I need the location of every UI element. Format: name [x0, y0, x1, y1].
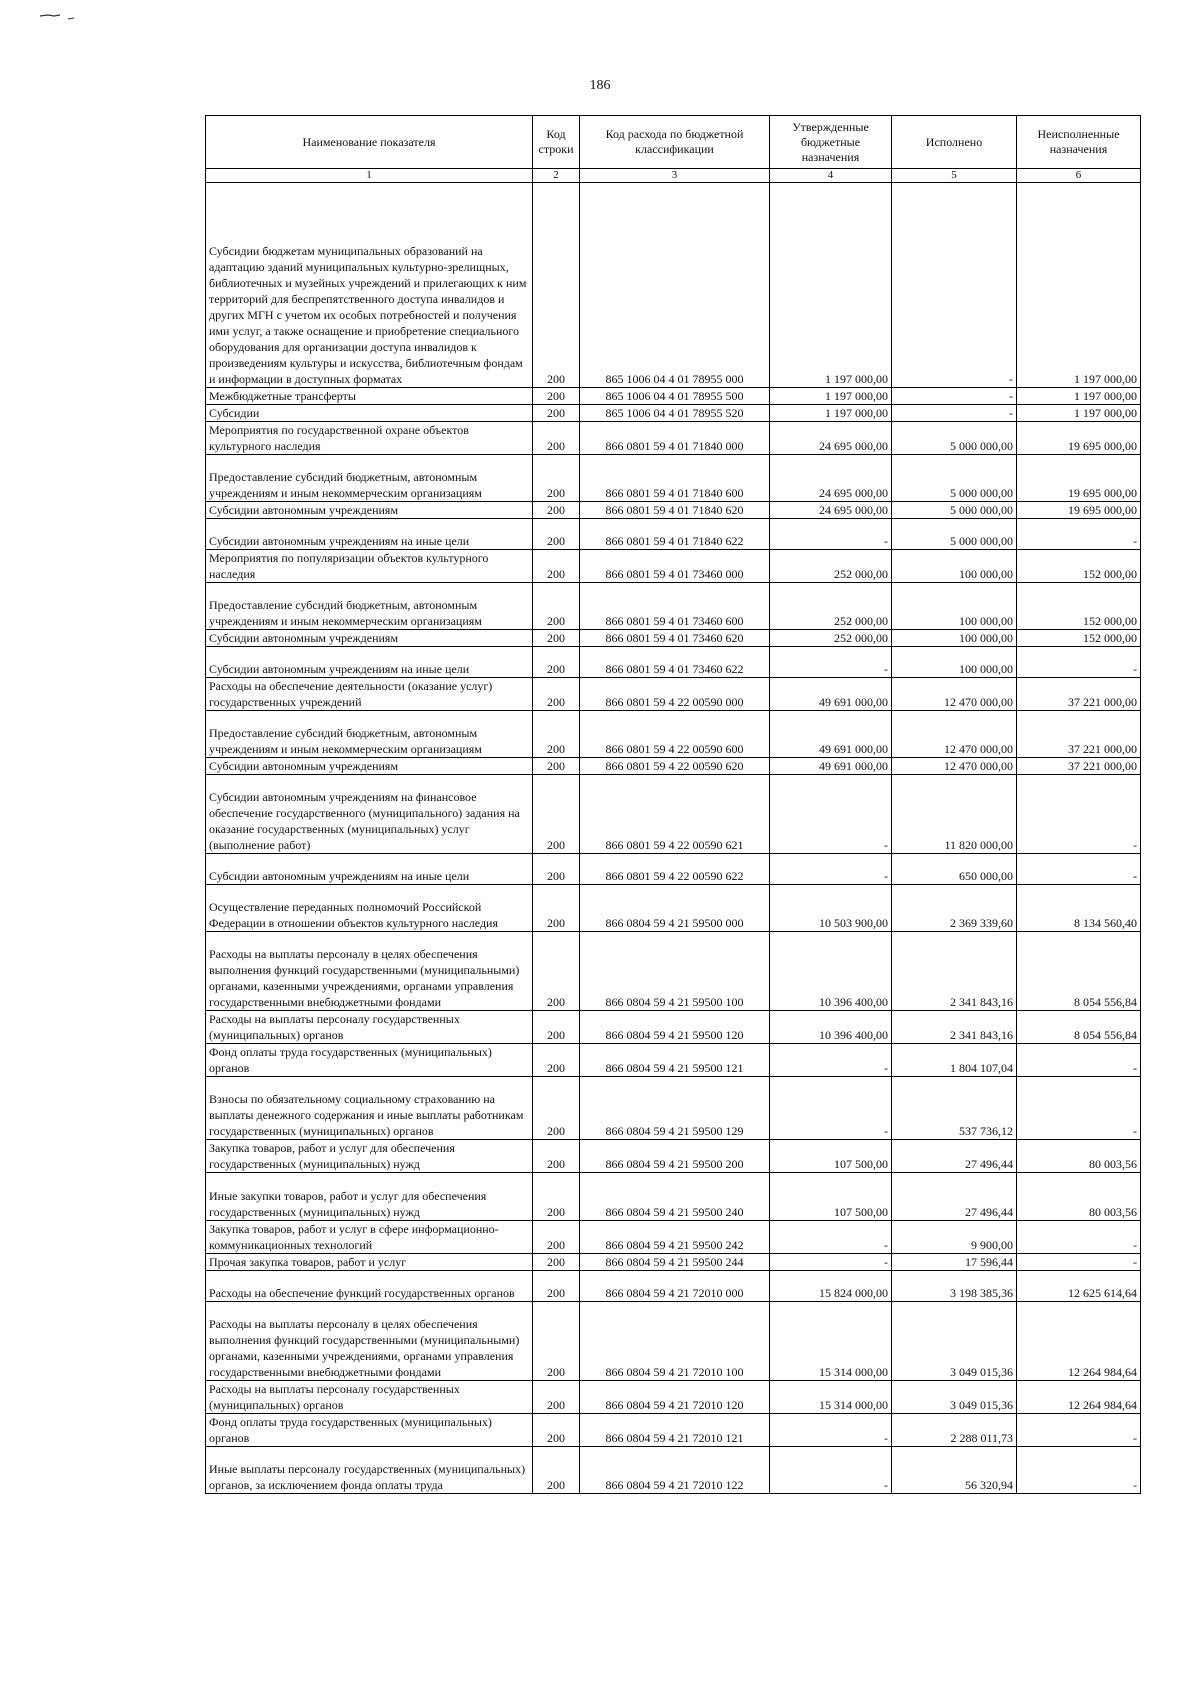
row-budget-code: 866 0804 59 4 21 72010 000 — [580, 1271, 770, 1302]
row-name: Межбюджетные трансферты — [206, 388, 533, 405]
row-approved: 10 396 400,00 — [770, 1011, 892, 1044]
row-unexecuted: - — [1017, 854, 1141, 885]
row-approved: 49 691 000,00 — [770, 758, 892, 775]
row-unexecuted: 12 264 984,64 — [1017, 1302, 1141, 1381]
page-number: 186 — [589, 78, 611, 93]
table-row — [206, 630, 1141, 647]
row-approved: 24 695 000,00 — [770, 422, 892, 455]
row-unexecuted: - — [1017, 775, 1141, 854]
row-budget-code: 866 0801 59 4 01 73460 000 — [580, 550, 770, 583]
row-budget-code: 866 0804 59 4 21 59500 121 — [580, 1044, 770, 1077]
row-line-code: 200 — [533, 519, 580, 550]
row-name: Субсидии — [206, 405, 533, 422]
row-name: Предоставление субсидий бюджетным, автономным учреждениям и иным некоммерческим организациям — [206, 583, 533, 630]
row-approved: 15 314 000,00 — [770, 1381, 892, 1414]
budget-execution-table — [205, 115, 1141, 1494]
row-executed: 2 369 339,60 — [892, 885, 1017, 932]
row-approved: 1 197 000,00 — [770, 183, 892, 388]
row-unexecuted: 8 134 560,40 — [1017, 885, 1141, 932]
row-budget-code: 866 0804 59 4 21 59500 240 — [580, 1173, 770, 1221]
row-budget-code: 866 0801 59 4 01 71840 620 — [580, 502, 770, 519]
row-executed: 100 000,00 — [892, 583, 1017, 630]
row-executed: 9 900,00 — [892, 1221, 1017, 1254]
row-unexecuted: 8 054 556,84 — [1017, 1011, 1141, 1044]
row-executed: 537 736,12 — [892, 1077, 1017, 1140]
row-approved: - — [770, 647, 892, 678]
table-row — [206, 455, 1141, 502]
row-unexecuted: 37 221 000,00 — [1017, 758, 1141, 775]
row-unexecuted: 1 197 000,00 — [1017, 183, 1141, 388]
row-budget-code: 866 0804 59 4 21 59500 242 — [580, 1221, 770, 1254]
table-row — [206, 647, 1141, 678]
table-header-row — [206, 116, 1141, 169]
table-row — [206, 1173, 1141, 1221]
row-budget-code: 866 0801 59 4 01 73460 620 — [580, 630, 770, 647]
row-name: Фонд оплаты труда государственных (муниципальных) органов — [206, 1414, 533, 1447]
row-name: Предоставление субсидий бюджетным, автономным учреждениям и иным некоммерческим организациям — [206, 711, 533, 758]
row-budget-code: 866 0804 59 4 21 59500 000 — [580, 885, 770, 932]
row-unexecuted: 12 625 614,64 — [1017, 1271, 1141, 1302]
row-name: Иные выплаты персоналу государственных (муниципальных) органов, за исключением фонда оплаты труда — [206, 1447, 533, 1494]
header-executed: Исполнено — [892, 116, 1017, 169]
table-row — [206, 405, 1141, 422]
row-budget-code: 866 0804 59 4 21 72010 100 — [580, 1302, 770, 1381]
row-approved: 49 691 000,00 — [770, 711, 892, 758]
column-number: 6 — [1017, 169, 1141, 183]
row-budget-code: 866 0804 59 4 21 72010 121 — [580, 1414, 770, 1447]
row-name: Субсидии автономным учреждениям на финансовое обеспечение государственного (муниципального) задания на оказание государственных (муниципальных) услуг (выполнение работ) — [206, 775, 533, 854]
table-row — [206, 711, 1141, 758]
table-row — [206, 885, 1141, 932]
row-unexecuted: 1 197 000,00 — [1017, 405, 1141, 422]
row-budget-code: 866 0804 59 4 21 59500 129 — [580, 1077, 770, 1140]
row-budget-code: 866 0804 59 4 21 59500 200 — [580, 1140, 770, 1173]
row-name: Субсидии бюджетам муниципальных образований на адаптацию зданий муниципальных культурно-зрелищных, библиотечных и музейных учреждений и прилегающих к ним территорий для беспрепятственного доступа инвалидов и других МГН с учетом их особых потребностей и получения ими услуг, а также оснащение и приобретение специального оборудования для организации доступа инвалидов к произведениям культуры и искусства, библиотечным фондам и информации в доступных форматах — [206, 183, 533, 388]
row-line-code: 200 — [533, 1381, 580, 1414]
row-approved: 24 695 000,00 — [770, 502, 892, 519]
row-executed: 56 320,94 — [892, 1447, 1017, 1494]
column-number: 3 — [580, 169, 770, 183]
row-executed: 12 470 000,00 — [892, 711, 1017, 758]
row-approved: 107 500,00 — [770, 1140, 892, 1173]
row-line-code: 200 — [533, 550, 580, 583]
row-executed: 1 804 107,04 — [892, 1044, 1017, 1077]
row-unexecuted: - — [1017, 1447, 1141, 1494]
row-name: Субсидии автономным учреждениям — [206, 758, 533, 775]
row-approved: 252 000,00 — [770, 583, 892, 630]
row-approved: 1 197 000,00 — [770, 388, 892, 405]
row-line-code: 200 — [533, 932, 580, 1011]
table-row — [206, 1254, 1141, 1271]
row-line-code: 200 — [533, 388, 580, 405]
row-name: Субсидии автономным учреждениям на иные цели — [206, 647, 533, 678]
column-number: 1 — [206, 169, 533, 183]
row-unexecuted: 1 197 000,00 — [1017, 388, 1141, 405]
row-budget-code: 866 0801 59 4 01 73460 600 — [580, 583, 770, 630]
row-approved: - — [770, 775, 892, 854]
row-executed: 27 496,44 — [892, 1140, 1017, 1173]
row-name: Субсидии автономным учреждениям на иные цели — [206, 519, 533, 550]
row-unexecuted: 37 221 000,00 — [1017, 678, 1141, 711]
row-approved: - — [770, 1414, 892, 1447]
row-approved: 107 500,00 — [770, 1173, 892, 1221]
row-name: Расходы на обеспечение деятельности (оказание услуг) государственных учреждений — [206, 678, 533, 711]
row-line-code: 200 — [533, 630, 580, 647]
row-executed: 3 198 385,36 — [892, 1271, 1017, 1302]
row-executed: 5 000 000,00 — [892, 422, 1017, 455]
row-budget-code: 866 0801 59 4 01 71840 622 — [580, 519, 770, 550]
row-name: Иные закупки товаров, работ и услуг для обеспечения государственных (муниципальных) нужд — [206, 1173, 533, 1221]
row-approved: - — [770, 1077, 892, 1140]
row-approved: 1 197 000,00 — [770, 405, 892, 422]
row-line-code: 200 — [533, 1140, 580, 1173]
table-body — [206, 183, 1141, 1494]
row-approved: 15 314 000,00 — [770, 1302, 892, 1381]
header-budget-code: Код расхода по бюджетной классификации — [580, 116, 770, 169]
row-budget-code: 866 0801 59 4 22 00590 620 — [580, 758, 770, 775]
row-budget-code: 865 1006 04 4 01 78955 500 — [580, 388, 770, 405]
table-row — [206, 1414, 1141, 1447]
row-budget-code: 865 1006 04 4 01 78955 000 — [580, 183, 770, 388]
header-line-code: Код строки — [533, 116, 580, 169]
header-approved: Утвержденные бюджетные назначения — [770, 116, 892, 169]
row-executed: 100 000,00 — [892, 630, 1017, 647]
row-line-code: 200 — [533, 885, 580, 932]
row-approved: - — [770, 1044, 892, 1077]
row-line-code: 200 — [533, 405, 580, 422]
row-line-code: 200 — [533, 422, 580, 455]
row-budget-code: 866 0801 59 4 22 00590 600 — [580, 711, 770, 758]
row-executed: 3 049 015,36 — [892, 1302, 1017, 1381]
table-row — [206, 758, 1141, 775]
row-line-code: 200 — [533, 1173, 580, 1221]
row-line-code: 200 — [533, 183, 580, 388]
row-executed: - — [892, 405, 1017, 422]
row-line-code: 200 — [533, 678, 580, 711]
row-unexecuted: 37 221 000,00 — [1017, 711, 1141, 758]
row-unexecuted: - — [1017, 1221, 1141, 1254]
table-row — [206, 388, 1141, 405]
table-row — [206, 422, 1141, 455]
row-unexecuted: 19 695 000,00 — [1017, 455, 1141, 502]
row-approved: - — [770, 1447, 892, 1494]
row-name: Мероприятия по популяризации объектов культурного наследия — [206, 550, 533, 583]
table-row — [206, 1221, 1141, 1254]
row-executed: 2 341 843,16 — [892, 932, 1017, 1011]
row-unexecuted: - — [1017, 1414, 1141, 1447]
row-name: Фонд оплаты труда государственных (муниципальных) органов — [206, 1044, 533, 1077]
row-approved: - — [770, 519, 892, 550]
row-name: Субсидии автономным учреждениям на иные цели — [206, 854, 533, 885]
column-number: 5 — [892, 169, 1017, 183]
row-unexecuted: 152 000,00 — [1017, 583, 1141, 630]
row-line-code: 200 — [533, 1044, 580, 1077]
table-row — [206, 519, 1141, 550]
row-executed: 5 000 000,00 — [892, 502, 1017, 519]
row-unexecuted: - — [1017, 519, 1141, 550]
row-budget-code: 866 0804 59 4 21 59500 100 — [580, 932, 770, 1011]
row-approved: 10 396 400,00 — [770, 932, 892, 1011]
row-line-code: 200 — [533, 1077, 580, 1140]
row-line-code: 200 — [533, 1254, 580, 1271]
row-unexecuted: 80 003,56 — [1017, 1173, 1141, 1221]
row-name: Взносы по обязательному социальному страхованию на выплаты денежного содержания и иные выплаты работникам государственных (муниципальных) органов — [206, 1077, 533, 1140]
table-row — [206, 502, 1141, 519]
row-line-code: 200 — [533, 854, 580, 885]
row-line-code: 200 — [533, 775, 580, 854]
row-budget-code: 866 0801 59 4 01 71840 600 — [580, 455, 770, 502]
row-name: Прочая закупка товаров, работ и услуг — [206, 1254, 533, 1271]
row-approved: 49 691 000,00 — [770, 678, 892, 711]
row-unexecuted: - — [1017, 1254, 1141, 1271]
row-executed: 27 496,44 — [892, 1173, 1017, 1221]
row-line-code: 200 — [533, 502, 580, 519]
row-budget-code: 866 0801 59 4 22 00590 622 — [580, 854, 770, 885]
row-unexecuted: 8 054 556,84 — [1017, 932, 1141, 1011]
table-row — [206, 183, 1141, 388]
row-budget-code: 866 0804 59 4 21 72010 120 — [580, 1381, 770, 1414]
row-name: Расходы на выплаты персоналу государственных (муниципальных) органов — [206, 1011, 533, 1044]
row-name: Расходы на обеспечение функций государственных органов — [206, 1271, 533, 1302]
row-executed: 12 470 000,00 — [892, 678, 1017, 711]
table-row — [206, 932, 1141, 1011]
row-budget-code: 865 1006 04 4 01 78955 520 — [580, 405, 770, 422]
row-executed: 3 049 015,36 — [892, 1381, 1017, 1414]
row-executed: 100 000,00 — [892, 550, 1017, 583]
row-unexecuted: 152 000,00 — [1017, 630, 1141, 647]
table-row — [206, 775, 1141, 854]
row-executed: 12 470 000,00 — [892, 758, 1017, 775]
row-line-code: 200 — [533, 1414, 580, 1447]
table-row — [206, 1077, 1141, 1140]
table-row — [206, 1044, 1141, 1077]
table-row — [206, 1381, 1141, 1414]
row-name: Мероприятия по государственной охране объектов культурного наследия — [206, 422, 533, 455]
row-unexecuted: - — [1017, 1044, 1141, 1077]
header-name: Наименование показателя — [206, 116, 533, 169]
row-line-code: 200 — [533, 647, 580, 678]
column-number: 4 — [770, 169, 892, 183]
row-unexecuted: 19 695 000,00 — [1017, 502, 1141, 519]
row-approved: 10 503 900,00 — [770, 885, 892, 932]
row-unexecuted: 152 000,00 — [1017, 550, 1141, 583]
row-approved: - — [770, 854, 892, 885]
table-row — [206, 1302, 1141, 1381]
column-number: 2 — [533, 169, 580, 183]
row-approved: - — [770, 1254, 892, 1271]
row-executed: - — [892, 183, 1017, 388]
row-line-code: 200 — [533, 1447, 580, 1494]
row-approved: 252 000,00 — [770, 550, 892, 583]
row-unexecuted: 19 695 000,00 — [1017, 422, 1141, 455]
row-executed: 100 000,00 — [892, 647, 1017, 678]
row-approved: 15 824 000,00 — [770, 1271, 892, 1302]
row-executed: 2 341 843,16 — [892, 1011, 1017, 1044]
table-row — [206, 550, 1141, 583]
table-row — [206, 854, 1141, 885]
column-numbers-row — [206, 169, 1141, 183]
row-unexecuted: 12 264 984,64 — [1017, 1381, 1141, 1414]
row-unexecuted: - — [1017, 647, 1141, 678]
header-unexecuted: Неисполненные назначения — [1017, 116, 1141, 169]
row-name: Субсидии автономным учреждениям — [206, 502, 533, 519]
row-approved: 24 695 000,00 — [770, 455, 892, 502]
row-budget-code: 866 0801 59 4 22 00590 000 — [580, 678, 770, 711]
row-budget-code: 866 0804 59 4 21 59500 244 — [580, 1254, 770, 1271]
row-executed: 5 000 000,00 — [892, 519, 1017, 550]
table-row — [206, 1271, 1141, 1302]
row-budget-code: 866 0801 59 4 01 73460 622 — [580, 647, 770, 678]
table-row — [206, 1011, 1141, 1044]
row-name: Осуществление переданных полномочий Российской Федерации в отношении объектов культурного наследия — [206, 885, 533, 932]
row-budget-code: 866 0801 59 4 01 71840 000 — [580, 422, 770, 455]
row-unexecuted: - — [1017, 1077, 1141, 1140]
row-executed: 2 288 011,73 — [892, 1414, 1017, 1447]
row-name: Субсидии автономным учреждениям — [206, 630, 533, 647]
row-line-code: 200 — [533, 583, 580, 630]
row-line-code: 200 — [533, 455, 580, 502]
row-executed: 17 596,44 — [892, 1254, 1017, 1271]
row-line-code: 200 — [533, 1221, 580, 1254]
row-approved: 252 000,00 — [770, 630, 892, 647]
table-row — [206, 678, 1141, 711]
row-line-code: 200 — [533, 711, 580, 758]
row-budget-code: 866 0804 59 4 21 72010 122 — [580, 1447, 770, 1494]
scan-mark — [38, 10, 84, 26]
row-name: Расходы на выплаты персоналу в целях обеспечения выполнения функций государственными (муниципальными) органами, казенными учреждениями, органами управления государственными внебюджетными фондами — [206, 932, 533, 1011]
row-line-code: 200 — [533, 1271, 580, 1302]
row-name: Закупка товаров, работ и услуг для обеспечения государственных (муниципальных) нужд — [206, 1140, 533, 1173]
row-budget-code: 866 0801 59 4 22 00590 621 — [580, 775, 770, 854]
row-approved: - — [770, 1221, 892, 1254]
row-name: Расходы на выплаты персоналу государственных (муниципальных) органов — [206, 1381, 533, 1414]
table-row — [206, 583, 1141, 630]
row-name: Закупка товаров, работ и услуг в сфере информационно-коммуникационных технологий — [206, 1221, 533, 1254]
row-name: Предоставление субсидий бюджетным, автономным учреждениям и иным некоммерческим организациям — [206, 455, 533, 502]
row-line-code: 200 — [533, 1302, 580, 1381]
row-executed: - — [892, 388, 1017, 405]
row-budget-code: 866 0804 59 4 21 59500 120 — [580, 1011, 770, 1044]
row-executed: 11 820 000,00 — [892, 775, 1017, 854]
table-row — [206, 1140, 1141, 1173]
row-executed: 5 000 000,00 — [892, 455, 1017, 502]
row-name: Расходы на выплаты персоналу в целях обеспечения выполнения функций государственными (муниципальными) органами, казенными учреждениями, органами управления государственными внебюджетными фондами — [206, 1302, 533, 1381]
row-unexecuted: 80 003,56 — [1017, 1140, 1141, 1173]
row-line-code: 200 — [533, 1011, 580, 1044]
row-line-code: 200 — [533, 758, 580, 775]
row-executed: 650 000,00 — [892, 854, 1017, 885]
table-row — [206, 1447, 1141, 1494]
